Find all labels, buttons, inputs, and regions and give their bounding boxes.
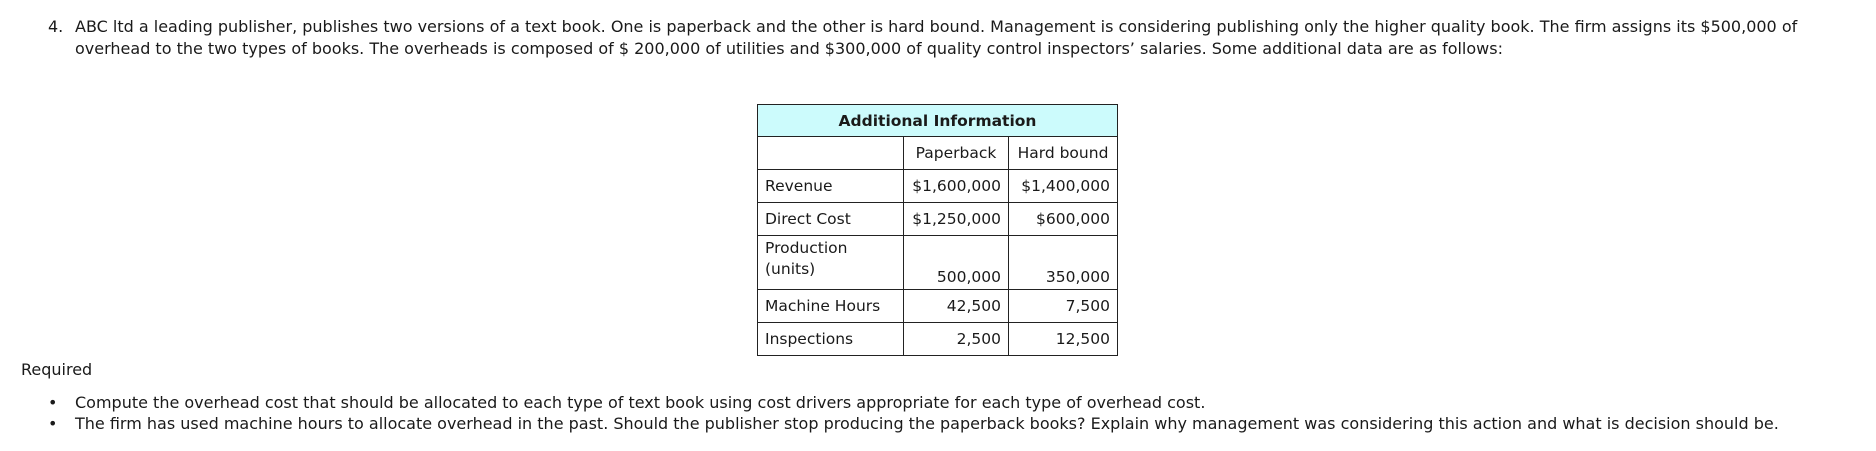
table-row bbox=[758, 323, 1118, 356]
row-label-revenue: Revenue bbox=[758, 170, 904, 203]
row-label-production: Production (units) bbox=[758, 236, 904, 290]
column-header-paperback: Paperback bbox=[904, 137, 1009, 170]
table-row bbox=[758, 170, 1118, 203]
required-item-text: Compute the overhead cost that should be allocated to each type of text book using cost drivers appropriate for each type of overhead cost. bbox=[75, 393, 1206, 412]
table-title-row bbox=[758, 105, 1118, 137]
question-number: 4. bbox=[48, 17, 64, 36]
additional-information-table bbox=[757, 104, 1118, 356]
revenue-hard-bound: $1,400,000 bbox=[1009, 170, 1118, 203]
required-heading: Required bbox=[21, 360, 93, 379]
table-header-empty bbox=[758, 137, 904, 170]
table-row bbox=[758, 236, 1118, 290]
question-text: ABC ltd a leading publisher, publishes two versions of a text book. One is paperback and the other is hard bound. Management is considering publishing only the higher quality book. The firm assigns its $500,000 of overhead to the two types of books. The overheads is composed of $ 200,000 of utilities and $300,000 of quality control inspectors’ salaries. Some additional data are as follows: bbox=[75, 17, 1798, 58]
list-item bbox=[48, 413, 1779, 434]
row-label-direct-cost: Direct Cost bbox=[758, 203, 904, 236]
inspections-paperback: 2,500 bbox=[904, 323, 1009, 356]
table-row bbox=[758, 290, 1118, 323]
machine-hours-paperback: 42,500 bbox=[904, 290, 1009, 323]
production-paperback: 500,000 bbox=[904, 236, 1009, 290]
column-header-hard-bound: Hard bound bbox=[1009, 137, 1118, 170]
table-title: Additional Information bbox=[758, 105, 1118, 137]
required-item-text: The firm has used machine hours to allocate overhead in the past. Should the publisher stop producing the paperback books? Explain why management was considering this action and what is decision should be. bbox=[75, 414, 1779, 433]
bullet-icon: • bbox=[48, 393, 58, 412]
bullet-icon: • bbox=[48, 414, 58, 433]
revenue-paperback: $1,600,000 bbox=[904, 170, 1009, 203]
row-label-inspections: Inspections bbox=[758, 323, 904, 356]
machine-hours-hard-bound: 7,500 bbox=[1009, 290, 1118, 323]
table-row bbox=[758, 203, 1118, 236]
production-hard-bound: 350,000 bbox=[1009, 236, 1118, 290]
direct-cost-hard-bound: $600,000 bbox=[1009, 203, 1118, 236]
direct-cost-paperback: $1,250,000 bbox=[904, 203, 1009, 236]
row-label-machine-hours: Machine Hours bbox=[758, 290, 904, 323]
inspections-hard-bound: 12,500 bbox=[1009, 323, 1118, 356]
table-header-row bbox=[758, 137, 1118, 170]
list-item bbox=[48, 392, 1779, 413]
required-list bbox=[48, 392, 1779, 434]
